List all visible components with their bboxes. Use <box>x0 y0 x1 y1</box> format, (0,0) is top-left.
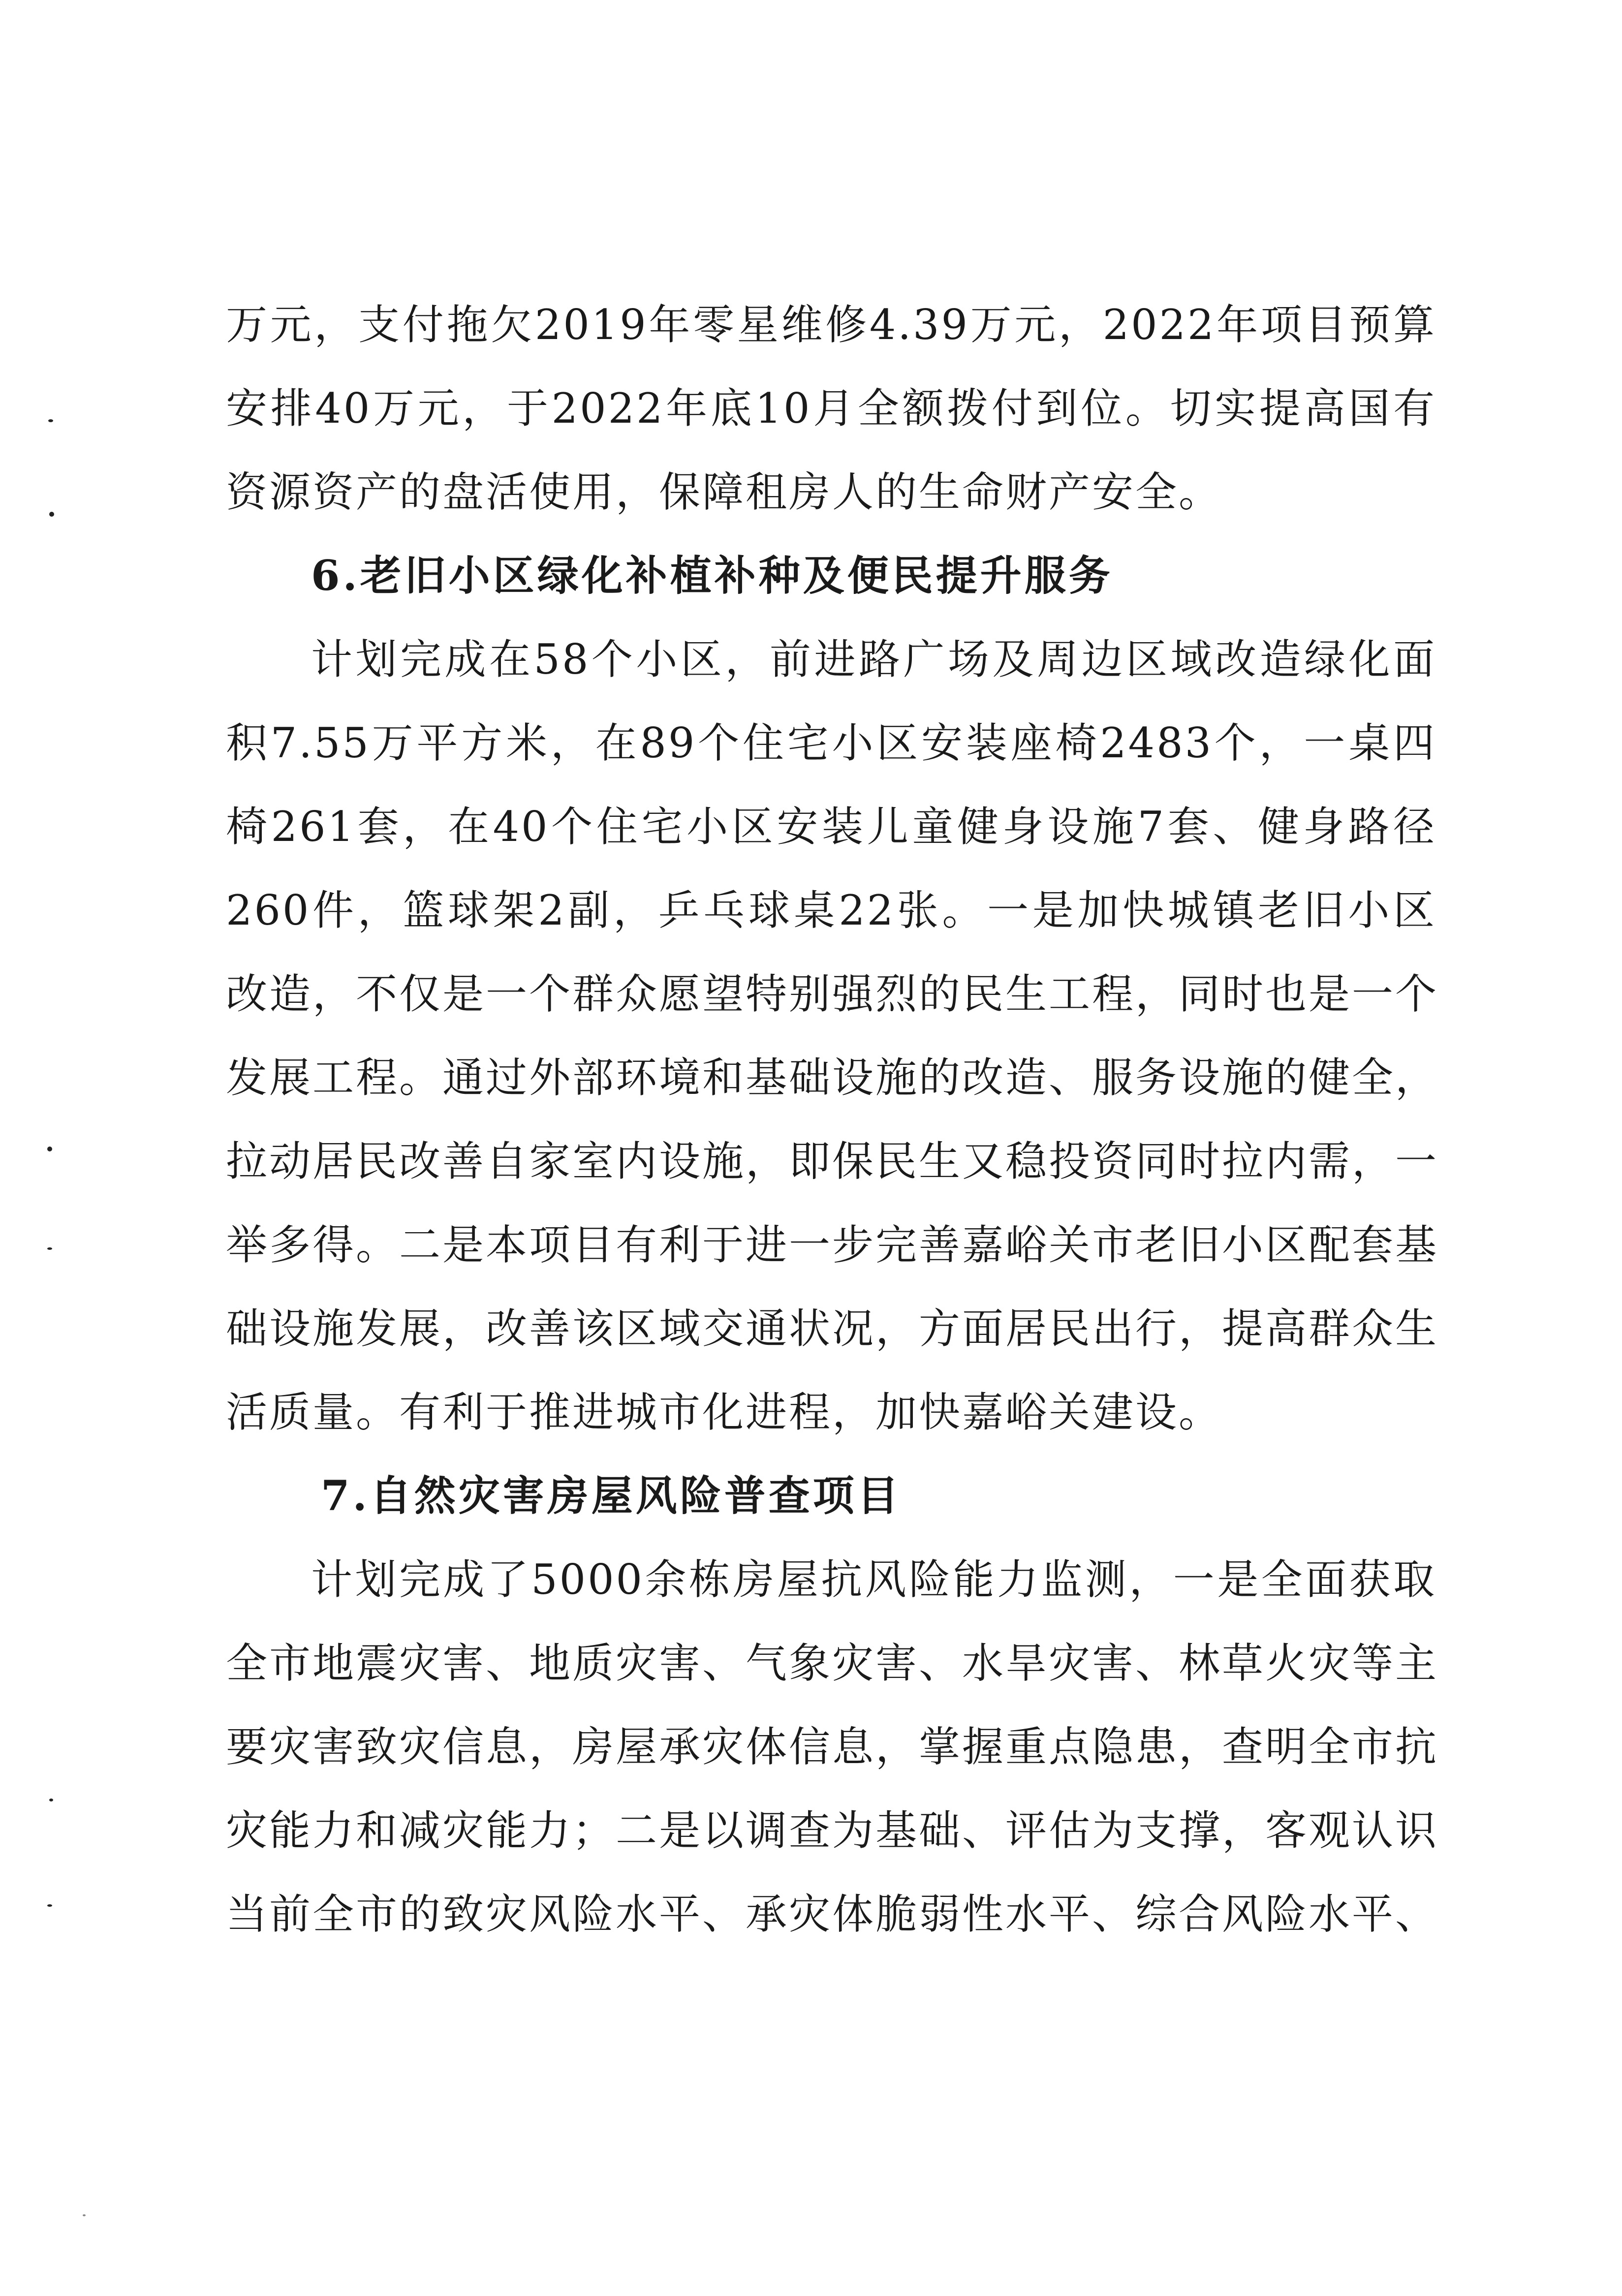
paragraph-line: 举多得。二是本项目有利于进一步完善嘉峪关市老旧小区配套基 <box>226 1221 1439 1269</box>
scan-mark <box>49 1799 53 1801</box>
section-heading-6: 6.老旧小区绿化补植补种及便民提升服务 <box>311 551 1113 600</box>
paragraph-line: 拉动居民改善自家室内设施，即保民生又稳投资同时拉内需，一 <box>226 1137 1439 1185</box>
paragraph-line: 椅261套，在40个住宅小区安装儿童健身设施7套、健身路径 <box>226 803 1436 851</box>
section-heading-7: 7.自然灾害房屋风险普查项目 <box>321 1471 902 1520</box>
scan-mark <box>49 512 54 517</box>
paragraph-line: 资源资产的盘活使用，保障租房人的生命财产安全。 <box>226 468 1222 516</box>
paragraph-line: 当前全市的致灾风险水平、承灾体脆弱性水平、综合风险水平、 <box>226 1890 1439 1938</box>
scan-mark <box>47 1247 52 1250</box>
paragraph-line: 发展工程。通过外部环境和基础设施的改造、服务设施的健全， <box>226 1054 1439 1102</box>
paragraph-line: 灾能力和减灾能力；二是以调查为基础、评估为支撑，客观认识 <box>226 1806 1439 1855</box>
paragraph-line: 全市地震灾害、地质灾害、气象灾害、水旱灾害、林草火灾等主 <box>226 1639 1439 1687</box>
paragraph-line: 计划完成在58个小区，前进路广场及周边区域改造绿化面 <box>311 635 1436 683</box>
paragraph-line: 要灾害致灾信息，房屋承灾体信息，掌握重点隐患，查明全市抗 <box>226 1723 1439 1771</box>
scan-mark <box>83 2214 86 2216</box>
paragraph-line: 改造，不仅是一个群众愿望特别强烈的民生工程，同时也是一个 <box>226 970 1439 1018</box>
paragraph-line: 安排40万元，于2022年底10月全额拨付到位。切实提高国有 <box>226 384 1436 433</box>
scan-mark <box>48 419 53 422</box>
scan-mark <box>47 1904 52 1907</box>
paragraph-line: 万元，支付拖欠2019年零星维修4.39万元，2022年项目预算 <box>226 301 1436 349</box>
paragraph-line: 活质量。有利于推进城市化进程，加快嘉峪关建设。 <box>226 1388 1222 1436</box>
paragraph-line: 础设施发展，改善该区域交通状况，方面居民出行，提高群众生 <box>226 1304 1439 1353</box>
paragraph-line: 计划完成了5000余栋房屋抗风险能力监测，一是全面获取 <box>311 1555 1436 1604</box>
scan-mark <box>47 1147 52 1151</box>
paragraph-line: 积7.55万平方米，在89个住宅小区安装座椅2483个，一桌四 <box>226 719 1436 767</box>
paragraph-line: 260件，篮球架2副，乒乓球桌22张。一是加快城镇老旧小区 <box>226 886 1436 934</box>
